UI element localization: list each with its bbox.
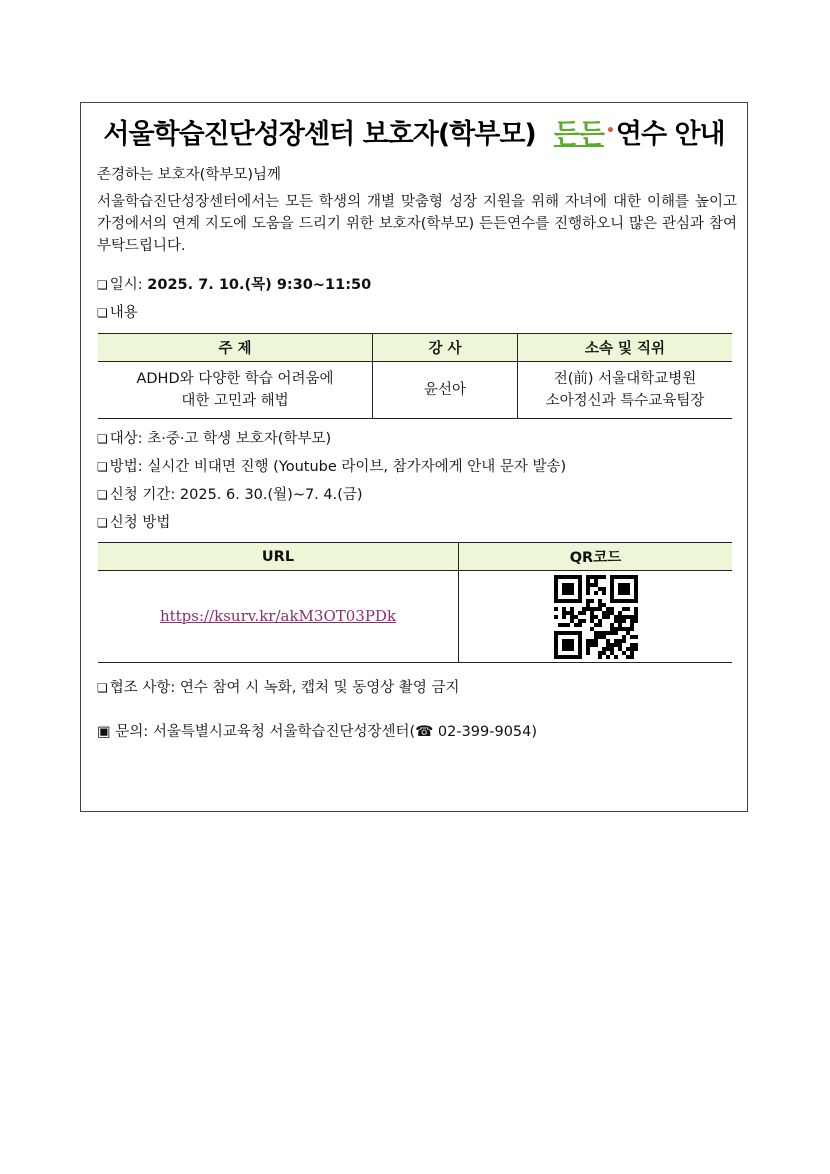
- registration-link[interactable]: https://ksurv.kr/akM3OT03PDk: [159, 607, 397, 625]
- url-cell: [98, 571, 459, 663]
- page-title: [81, 111, 747, 151]
- method-line: [97, 457, 566, 477]
- topic-cell: [98, 362, 373, 419]
- contact-line: [97, 722, 537, 742]
- table-row: [98, 362, 732, 419]
- notice-frame: [80, 102, 748, 812]
- affiliation-line2: 소아정신과 특수교육팀장: [545, 393, 705, 409]
- title-part2: 연수 안내: [615, 118, 725, 150]
- affiliation-line1: 전(前) 서울대학교병원: [553, 371, 697, 387]
- qr-code-icon[interactable]: [554, 575, 638, 659]
- method-text: 방법: 실시간 비대면 진행 (Youtube 라이브, 참가자에게 안내 문자 발송): [109, 459, 567, 475]
- contact-label: 문의: 서울특별시교육청 서울학습진단성장센터(: [110, 724, 416, 740]
- checkbox-bullet-icon: ❏: [97, 488, 108, 502]
- period-text: 신청 기간: 2025. 6. 30.(월)~7. 4.(금): [109, 487, 363, 503]
- lecturer-cell: 윤선아: [373, 362, 518, 419]
- notice-text: 협조 사항: 연수 참여 시 녹화, 캡처 및 동영상 촬영 금지: [109, 680, 460, 696]
- title-part1: 서울학습진단성장센터 보호자(학부모): [103, 118, 536, 150]
- checkbox-bullet-icon: ❏: [97, 278, 108, 292]
- topic-line1: ADHD와 다양한 학습 어려움에: [136, 371, 334, 387]
- apply-header-row: [98, 543, 732, 571]
- table-row: [98, 571, 732, 663]
- apply-table: [98, 542, 732, 663]
- apply-label-line: [97, 513, 170, 533]
- header-topic: 주 제: [98, 334, 373, 362]
- period-line: [97, 485, 363, 505]
- checkbox-bullet-icon: ❏: [97, 516, 108, 530]
- checkbox-bullet-icon: ❏: [97, 306, 108, 320]
- intro-paragraph: 서울학습진단성장센터에서는 모든 학생의 개별 맞춤형 성장 지원을 위해 자녀에 대한 이해를 높이고 가정에서의 연계 지도에 도움을 드리기 위한 보호자(학부모) 든든연수를 진행하오니 많은 관심과 참여 부탁드립니다.: [97, 194, 737, 254]
- topic-line2: 대한 고민과 해법: [181, 393, 289, 409]
- apply-label: 신청 방법: [109, 515, 171, 531]
- qr-cell: [459, 571, 733, 663]
- date-label: 일시:: [109, 277, 148, 293]
- checkbox-bullet-icon: ❏: [97, 432, 108, 446]
- checkbox-bullet-icon: ❏: [97, 460, 108, 474]
- header-affiliation: 소속 및 직위: [518, 334, 733, 362]
- date-line: [97, 275, 371, 295]
- affiliation-cell: [518, 362, 733, 419]
- phone-icon: ☎: [415, 724, 434, 740]
- checkbox-bullet-icon: ❏: [97, 681, 108, 695]
- header-url: URL: [98, 543, 459, 571]
- greeting: 존경하는 보호자(학부모)님께: [97, 167, 282, 183]
- date-value: 2025. 7. 10.(목) 9:30~11:50: [147, 277, 372, 293]
- contact-phone: 02-399-9054): [433, 724, 538, 740]
- table-header-row: [98, 334, 732, 362]
- header-qr: QR코드: [459, 543, 733, 571]
- brand-dot-icon: •: [605, 123, 614, 139]
- content-label-line: [97, 303, 138, 323]
- target-text: 대상: 초·중·고 학생 보호자(학부모): [109, 431, 332, 447]
- target-line: [97, 429, 331, 449]
- header-lecturer: 강 사: [373, 334, 518, 362]
- notice-line: [97, 678, 460, 698]
- contact-marker-icon: ▣: [97, 724, 111, 740]
- content-label: 내용: [109, 305, 138, 321]
- content-table: [98, 333, 732, 419]
- title-brand: 든든: [553, 118, 604, 150]
